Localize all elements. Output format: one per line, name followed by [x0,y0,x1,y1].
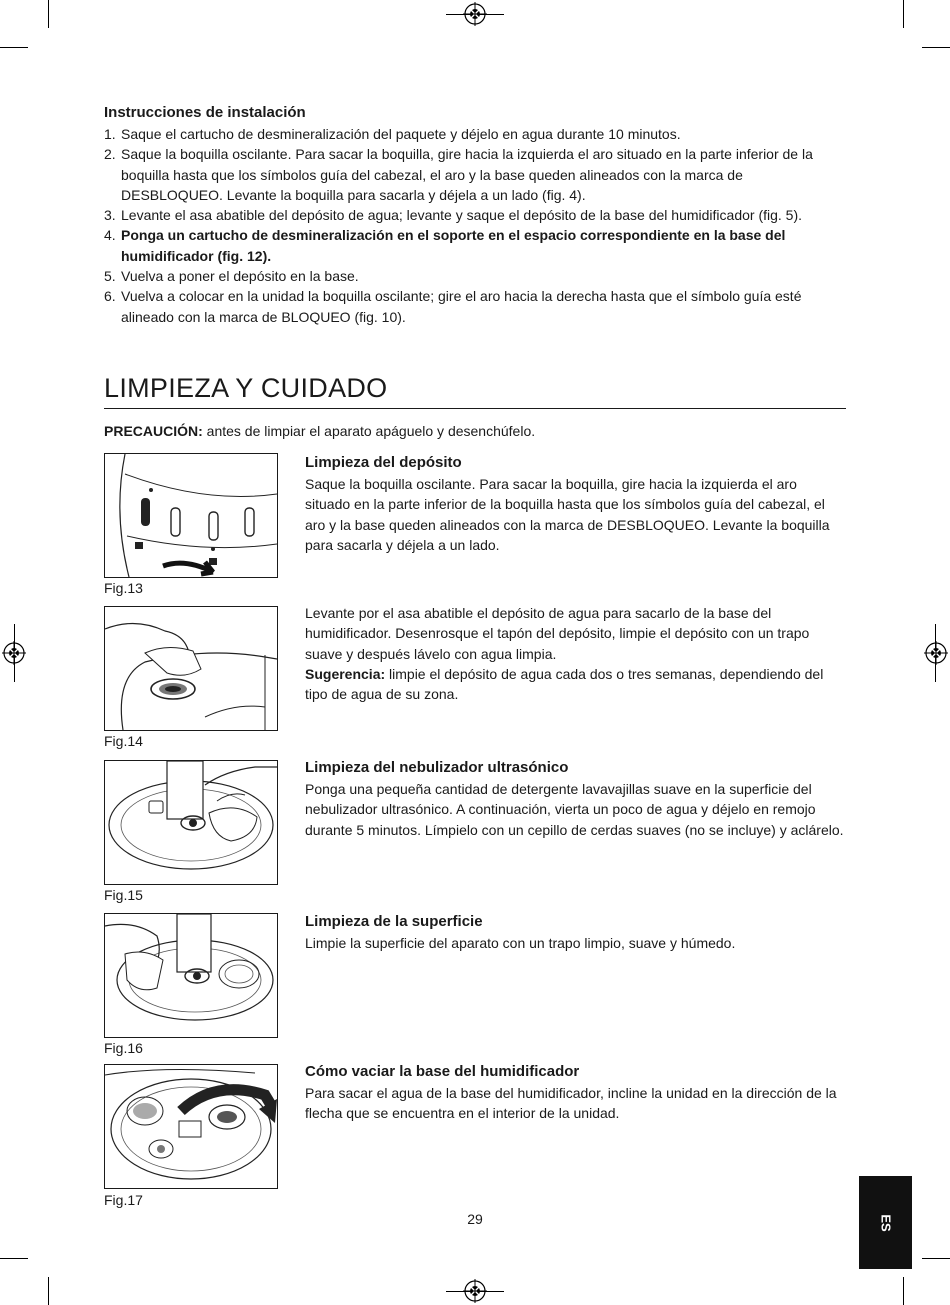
block-heading: Cómo vaciar la base del humidificador [305,1063,580,1080]
crop-mark [922,1258,950,1259]
section-divider [104,408,846,409]
figure-caption: Fig.16 [104,1040,143,1056]
caution-label: PRECAUCIÓN: [104,423,203,439]
block-surface-cleaning [305,912,845,953]
crop-mark [0,47,28,48]
installation-steps [104,124,844,327]
block-heading: Limpieza de la superficie [305,913,483,930]
crop-mark [903,0,904,28]
block-text: Limpie la superficie del aparato con un trapo limpio, suave y húmedo. [305,935,736,951]
nozzle-ring-illustration-icon [105,454,277,577]
figure-14 [104,606,278,731]
nebulizer-cleaning-illustration-icon [105,761,277,884]
figure-16 [104,913,278,1038]
block-text: Levante por el asa abatible el depósito de agua para sacarlo de la base del humidificador. Desenrosque el tapón del depósito, limpie el depósito con un trapo suave y después lávelo con agua limpia. [305,605,810,662]
list-item: 2. Saque la boquilla oscilante. Para sacar la boquilla, gire hacia la izquierda el aro situado en la parte inferior de la boquilla hasta que los símbolos guía del cabezal, el aro y la base queden alineados con la marca de DESBLOQUEO. Levante la boquilla para sacarla y déjela a un lado (fig. 4). [104,146,813,203]
block-tank-lift [305,603,845,704]
block-nebulizer-cleaning [305,758,845,840]
block-heading: Limpieza del nebulizador ultrasónico [305,759,569,776]
crop-mark [48,1277,49,1305]
list-item: 1. Saque el cartucho de desmineralización del paquete y déjelo en agua durante 10 minutos. [104,126,681,142]
figure-15 [104,760,278,885]
block-text: Saque la boquilla oscilante. Para sacar la boquilla, gire hacia la izquierda el aro situado en la parte inferior de la boquilla hasta que los símbolos guía del cabezal, el aro y la base queden alineados con la marca de DESBLOQUEO. Levante la boquilla para sacarla y déjela a un lado. [305,476,830,553]
caution-text: PRECAUCIÓN: antes de limpiar el aparato apáguelo y desenchúfelo. [104,423,536,439]
list-item: 3. Levante el asa abatible del depósito de agua; levante y saque el depósito de la base del humidificador (fig. 5). [104,207,803,224]
crop-mark [0,1258,28,1259]
registration-mark-icon [924,641,948,665]
figure-13 [104,453,278,578]
block-emptying-base [305,1062,845,1124]
list-item: 6. Vuelva a colocar en la unidad la boquilla oscilante; gire el aro hacia la derecha hasta que el símbolo guía esté alineado con la marca de BLOQUEO (fig. 10). [104,288,802,325]
figure-caption: Fig.15 [104,887,143,903]
crop-mark [48,0,49,28]
registration-mark-icon [463,1279,487,1303]
installation-heading: Instrucciones de instalación [104,104,306,121]
surface-cleaning-illustration-icon [105,914,277,1037]
block-text: Para sacar el agua de la base del humidificador, incline la unidad en la dirección de la flecha que se encuentra en el interior de la unidad. [305,1085,837,1122]
language-tab: ES [859,1176,912,1269]
emptying-base-illustration-icon [105,1065,277,1188]
list-item: 4. Ponga un cartucho de desmineralización en el soporte en el espacio correspondiente en la base del humidificador (fig. 12). [104,227,786,264]
crop-mark [922,47,950,48]
figure-caption: Fig.17 [104,1192,143,1208]
tip-text: Sugerencia: limpie el depósito de agua cada dos o tres semanas, dependiendo del tipo de agua de su zona. [305,665,824,703]
tank-cleaning-illustration-icon [105,607,277,730]
list-item: 5. Vuelva a poner el depósito en la base. [104,268,359,285]
figure-caption: Fig.13 [104,580,143,596]
block-heading: Limpieza del depósito [305,454,462,471]
figure-17 [104,1064,278,1189]
block-tank-cleaning [305,453,845,555]
section-title: LIMPIEZA Y CUIDADO [104,373,388,403]
installation-section [104,103,844,327]
block-text: Ponga una pequeña cantidad de detergente lavavajillas suave en la superficie del nebulizador ultrasónico. A continuación, vierta un poco de agua y déjelo en remojo durante 5 minutos. Límpielo con un cepillo de cerdas suaves (no se incluye) y aclárelo. [305,781,844,838]
crop-mark [903,1277,904,1305]
registration-mark-icon [463,2,487,26]
registration-mark-icon [2,641,26,665]
figure-caption: Fig.14 [104,733,143,749]
page-number: 29 [467,1211,483,1227]
tip-label: Sugerencia: [305,665,386,682]
